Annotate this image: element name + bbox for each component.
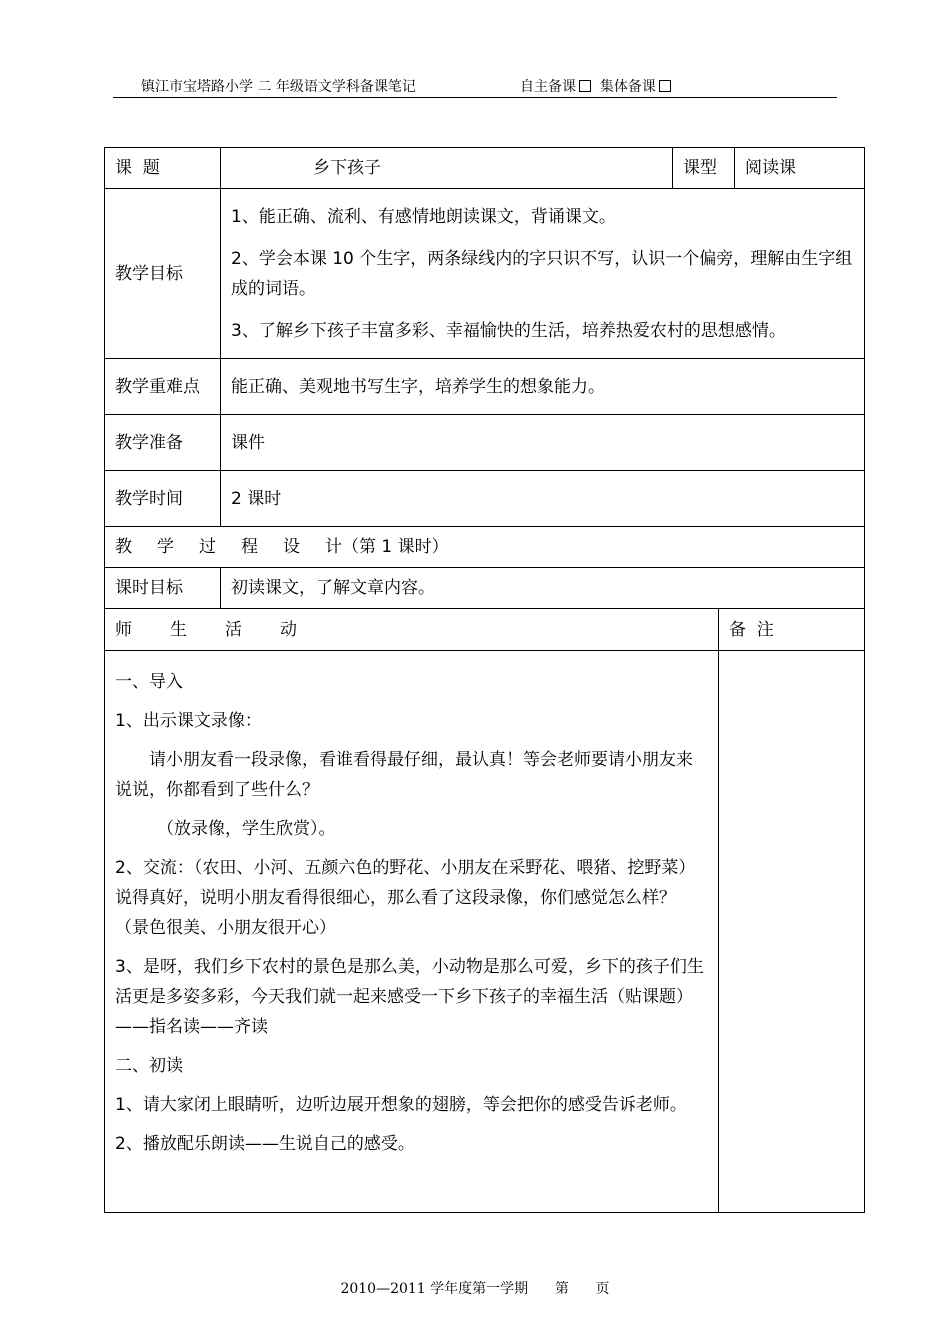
time-row <box>105 471 865 527</box>
activity-line: （放录像，学生欣赏）。 <box>157 819 336 839</box>
activity-line: 二、初读 <box>115 1056 183 1076</box>
period-goal-label: 课时目标 <box>105 568 221 609</box>
topic-value: 乡下孩子 <box>221 148 673 189</box>
self-prep-label: 自主备课 <box>520 79 576 95</box>
activity-line: 2、交流：（农田、小河、五颜六色的野花、小朋友在采野花、喂猪、挖野菜）说得真好，说明小朋友看得很细心，那么看了这段录像，你们感觉怎么样？（景色很美、小朋友很开心） <box>115 858 696 938</box>
activity-heading: 师 生 活 动 <box>105 609 719 651</box>
self-prep-checkbox[interactable] <box>579 80 591 92</box>
type-value: 阅读课 <box>735 148 865 189</box>
key-row <box>105 359 865 415</box>
group-prep-checkbox[interactable] <box>659 80 671 92</box>
process-row <box>105 527 865 568</box>
activity-line: 1、请大家闭上眼睛听，边听边展开想象的翅膀，等会把你的感受告诉老师。 <box>115 1095 687 1115</box>
activity-line: 一、导入 <box>115 672 183 692</box>
key-label: 教学重难点 <box>105 359 221 415</box>
activity-line: 请小朋友看一段录像，看谁看得最仔细，最认真！等会老师要请小朋友来说说，你都看到了些什么？ <box>115 750 693 800</box>
lesson-plan-table <box>104 147 865 1213</box>
period-goal-value: 初读课文，了解文章内容。 <box>221 568 865 609</box>
prep-label: 教学准备 <box>105 415 221 471</box>
goal-item: 1、能正确、流利、有感情地朗读课文，背诵课文。 <box>231 206 616 227</box>
activity-line: 3、是呀，我们乡下农村的景色是那么美，小动物是那么可爱，乡下的孩子们生活更是多姿多彩，今天我们就一起来感受一下乡下孩子的幸福生活（贴课题）——指名读——齐读 <box>115 957 704 1037</box>
topic-label: 课 题 <box>105 148 221 189</box>
goal-item: 2、学会本课 10 个生字，两条绿线内的字只识不写，认识一个偏旁，理解由生字组成的词语。 <box>231 248 853 299</box>
activity-content <box>105 651 719 1213</box>
prep-value: 课件 <box>221 415 865 471</box>
page-header <box>113 75 837 98</box>
process-heading: 教 学 过 程 设 计（第 1 课时） <box>105 527 865 568</box>
group-prep-label: 集体备课 <box>599 79 656 95</box>
key-value: 能正确、美观地书写生字，培养学生的想象能力。 <box>221 359 865 415</box>
period-goal-row <box>105 568 865 609</box>
topic-row <box>105 148 865 189</box>
time-value: 2 课时 <box>221 471 865 527</box>
goals-row <box>105 189 865 359</box>
activity-line: 1、出示课文录像： <box>115 711 262 731</box>
school-subject-title: 镇江市宝塔路小学 二 年级语文学科备课笔记 <box>141 79 416 95</box>
time-label: 教学时间 <box>105 471 221 527</box>
notes-content <box>719 651 865 1213</box>
prep-type-options <box>520 76 671 96</box>
activity-header-row <box>105 609 865 651</box>
prep-row <box>105 415 865 471</box>
page-footer: 2010—2011 学年度第一学期 第 页 <box>340 1281 610 1297</box>
goal-item: 3、了解乡下孩子丰富多彩、幸福愉快的生活，培养热爱农村的思想感情。 <box>231 320 786 341</box>
type-label: 课型 <box>673 148 735 189</box>
activity-body-row <box>105 651 865 1213</box>
goals-label: 教学目标 <box>105 189 221 359</box>
activity-line: 2、播放配乐朗读——生说自己的感受。 <box>115 1134 415 1154</box>
notes-label: 备 注 <box>719 609 865 651</box>
goals-value <box>221 189 865 359</box>
